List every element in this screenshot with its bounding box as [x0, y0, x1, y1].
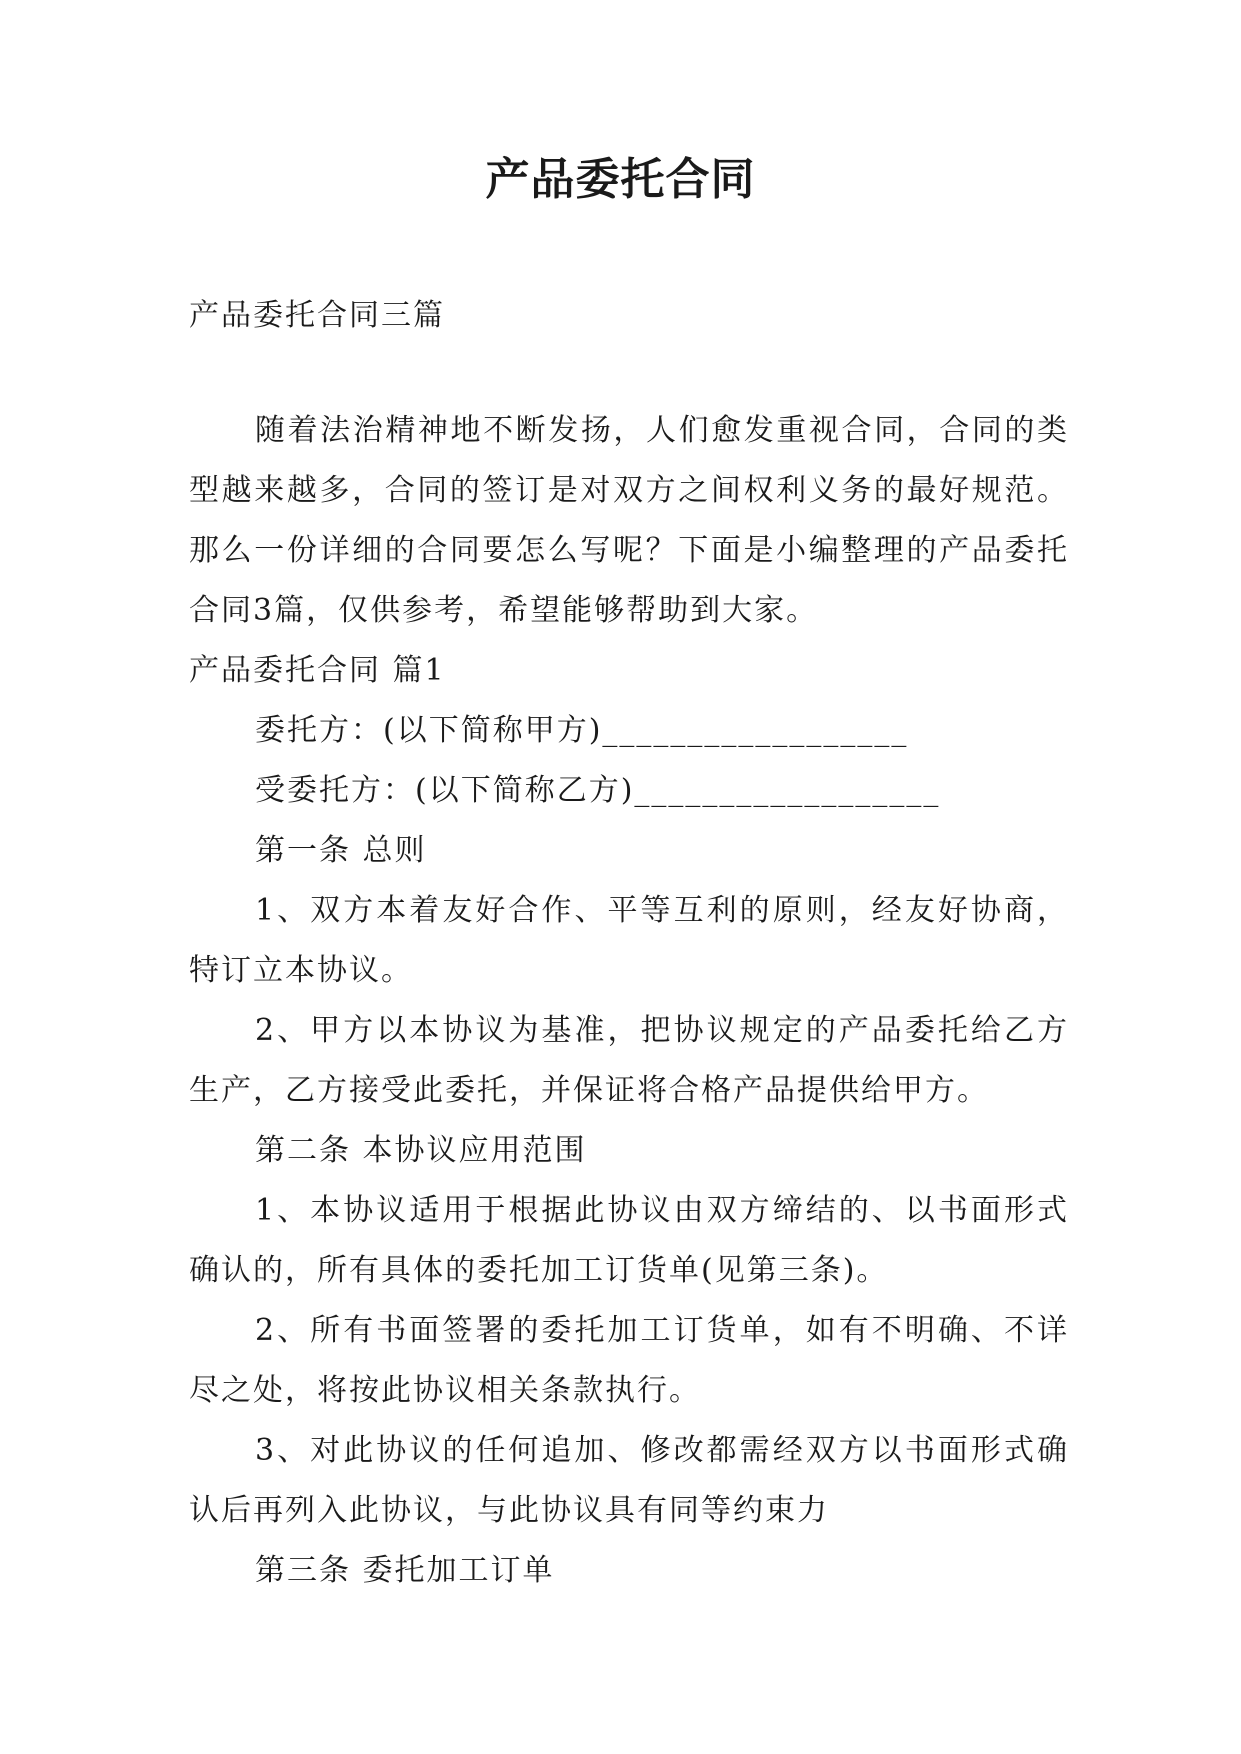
document-title: 产品委托合同 [485, 154, 756, 205]
article-1-clause-1: 1、双方本着友好合作、平等互利的原则，经友好协商，特订立本协议。 [189, 893, 1069, 988]
article-1-clause-2: 2、甲方以本协议为基准，把协议规定的产品委托给乙方生产，乙方接受此委托，并保证将合格产品提供给甲方。 [189, 1013, 1069, 1108]
article-1-heading: 第一条 总则 [255, 833, 427, 868]
party-a-line: 委托方：(以下简称甲方)__________________ [255, 713, 909, 748]
party-b-line: 受委托方：(以下简称乙方)__________________ [255, 773, 941, 808]
article-3-heading: 第三条 委托加工订单 [255, 1553, 555, 1588]
section-heading: 产品委托合同 篇1 [189, 653, 446, 688]
article-2-clause-1: 1、本协议适用于根据此协议由双方缔结的、以书面形式确认的，所有具体的委托加工订货单(见第三条)。 [189, 1193, 1069, 1288]
document-subtitle: 产品委托合同三篇 [189, 298, 445, 333]
intro-paragraph: 随着法治精神地不断发扬，人们愈发重视合同，合同的类型越来越多，合同的签订是对双方之间权利义务的最好规范。那么一份详细的合同要怎么写呢？下面是小编整理的产品委托合同3篇，仅供参考，希望能够帮助到大家。 [189, 413, 1069, 628]
document-body [189, 286, 1069, 1601]
article-2-clause-2: 2、所有书面签署的委托加工订货单，如有不明确、不详尽之处，将按此协议相关条款执行。 [189, 1313, 1069, 1408]
article-2-clause-3: 3、对此协议的任何追加、修改都需经双方以书面形式确认后再列入此协议，与此协议具有同等约束力 [189, 1433, 1069, 1528]
article-2-heading: 第二条 本协议应用范围 [255, 1133, 587, 1168]
